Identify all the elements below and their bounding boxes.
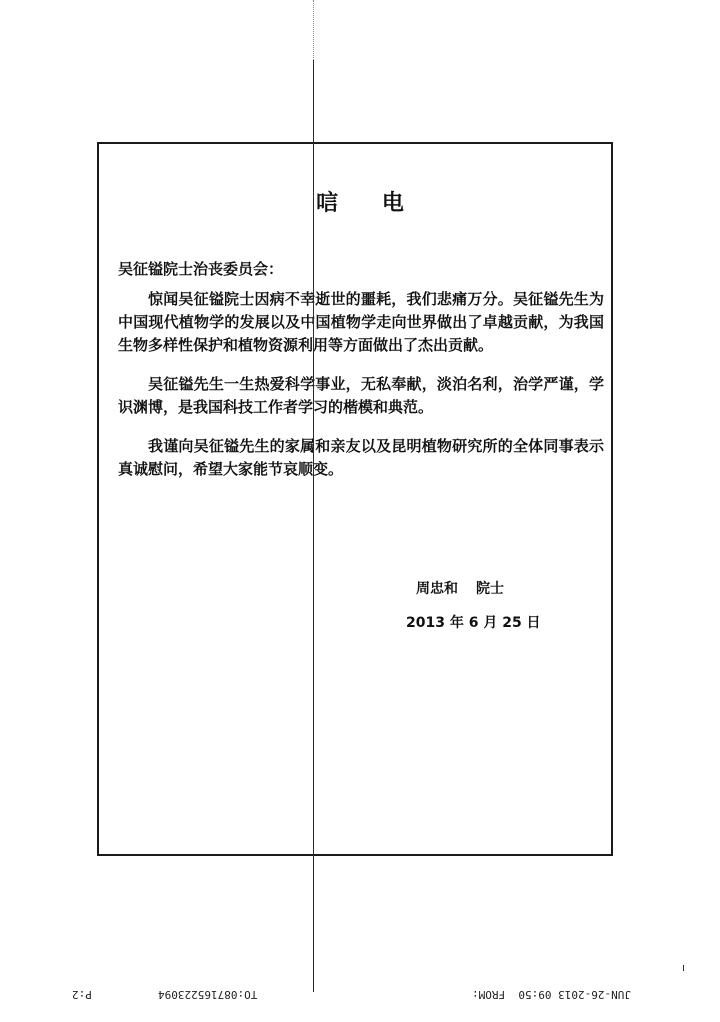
fax-from-timestamp: JUN-26-2013 09:50 FROM: — [472, 988, 631, 1001]
paragraph: 吴征镒先生一生热爱科学事业，无私奉献，淡泊名利，治学严谨，学识渊博，是我国科技工作者学习的楷模和典范。 — [118, 375, 604, 416]
signature-title: 院士 — [476, 581, 504, 597]
letter-date: 2013 年 6 月 25 日 — [406, 615, 541, 631]
salutation: 吴征镒院士治丧委员会： — [118, 260, 284, 278]
signature-name: 周忠和 — [416, 581, 458, 597]
letter-body — [118, 288, 604, 497]
signature — [416, 578, 504, 598]
scan-speck — [683, 965, 684, 971]
paragraph: 我谨向吴征镒先生的家属和亲友以及昆明植物研究所的全体同事表示真诚慰问，希望大家能节哀顺变。 — [118, 437, 604, 478]
document-frame — [97, 142, 613, 856]
fold-line — [313, 60, 314, 992]
fax-to-number: TO:087165223094 — [158, 988, 258, 1001]
fax-page-number: P:2 — [72, 988, 92, 1001]
fax-header-strip — [0, 988, 720, 1008]
fold-line-top — [313, 0, 314, 60]
document-title: 唁 电 — [316, 191, 422, 216]
paragraph: 惊闻吴征镒院士因病不幸逝世的噩耗，我们悲痛万分。吴征镒先生为中国现代植物学的发展以及中国植物学走向世界做出了卓越贡献，为我国生物多样性保护和植物资源利用等方面做出了杰出贡献。 — [118, 290, 604, 354]
